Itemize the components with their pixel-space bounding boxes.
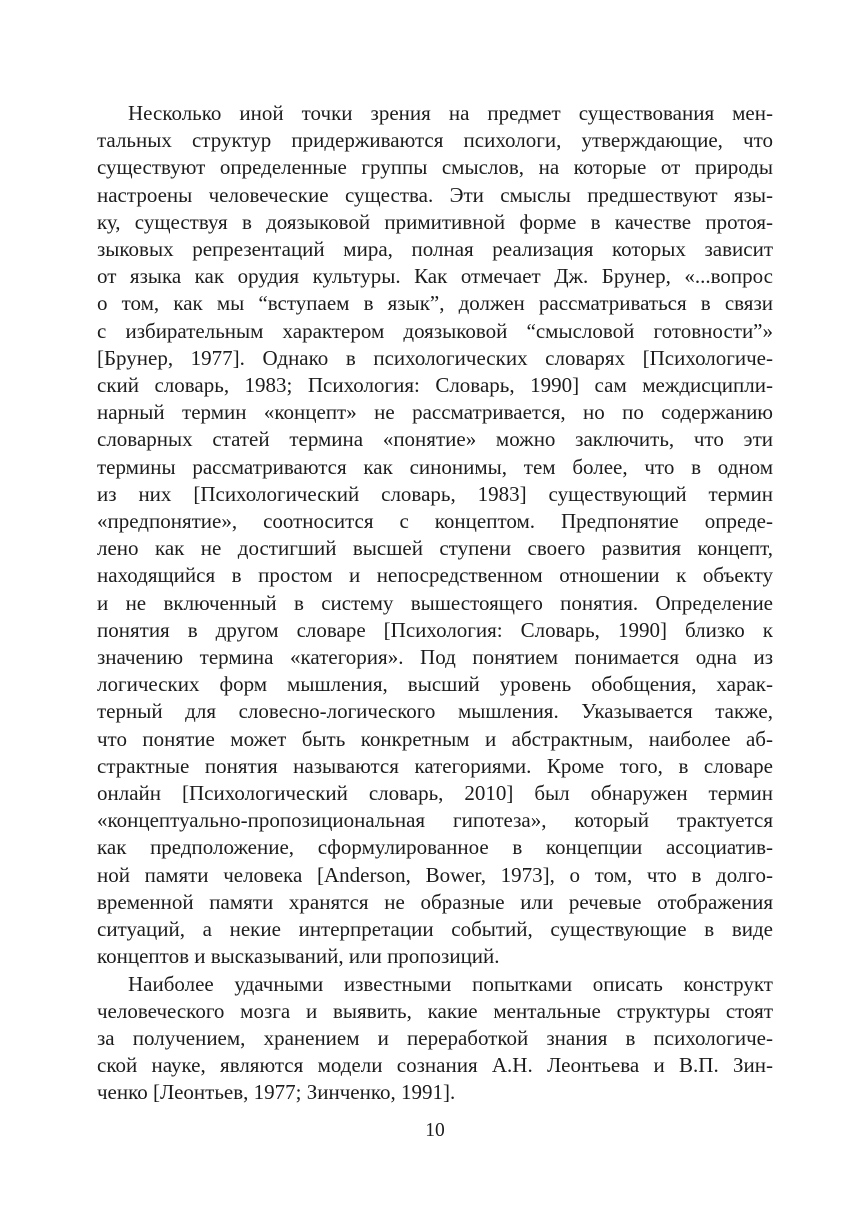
text-line: ситуаций, а некие интерпретации событий, существующие в виде	[97, 917, 773, 942]
text-line: ченко [Леонтьев, 1977; Зинченко, 1991].	[97, 1080, 456, 1105]
text-line: словарных статей термина «понятие» можно заключить, что эти	[97, 427, 773, 452]
text-line: ной памяти человека [Anderson, Bower, 1973], о том, что в долго-	[97, 862, 773, 887]
text-line: настроены человеческие существа. Эти смыслы предшествуют язы-	[97, 182, 773, 207]
text-line: и не включенный в систему вышестоящего понятия. Определение	[97, 590, 773, 615]
text-line: с избирательным характером доязыковой “смысловой готовности”»	[97, 318, 773, 343]
text-line: из них [Психологический словарь, 1983] существующий термин	[97, 481, 773, 506]
text-line: тальных структур придерживаются психологи, утверждающие, что	[97, 128, 773, 153]
text-column	[97, 100, 773, 1107]
text-line: [Брунер, 1977]. Однако в психологических словарях [Психологиче-	[97, 345, 773, 370]
text-line: временной памяти хранятся не образные или речевые отображения	[97, 889, 773, 914]
text-line: термины рассматриваются как синонимы, тем более, что в одном	[97, 454, 773, 479]
text-line: логических форм мышления, высший уровень обобщения, харак-	[97, 672, 773, 697]
text-line: человеческого мозга и выявить, какие ментальные структуры стоят	[97, 998, 773, 1023]
text-line: терный для словесно-логического мышления. Указывается также,	[97, 699, 773, 724]
text-line: ский словарь, 1983; Психология: Словарь, 1990] сам междисципли-	[97, 373, 773, 398]
text-line: существуют определенные группы смыслов, на которые от природы	[97, 155, 773, 180]
text-line: страктные понятия называются категориями. Кроме того, в словаре	[97, 753, 773, 778]
text-line: понятия в другом словаре [Психология: Словарь, 1990] близко к	[97, 617, 773, 642]
text-line: лено как не достигший высшей ступени своего развития концепт,	[97, 536, 773, 561]
text-line: Наиболее удачными известными попытками описать конструкт	[128, 971, 773, 996]
text-line: «концептуально-пропозициональная гипотеза», который трактуется	[97, 808, 773, 833]
text-line: Несколько иной точки зрения на предмет существования мен-	[128, 101, 773, 125]
text-line: нарный термин «концепт» не рассматривается, но по содержанию	[97, 400, 773, 425]
text-line: что понятие может быть конкретным и абстрактным, наиболее аб-	[97, 726, 773, 751]
text-line: зыковых репрезентаций мира, полная реализация которых зависит	[97, 237, 773, 262]
page-number: 10	[425, 1120, 445, 1141]
text-line: значению термина «категория». Под понятием понимается одна из	[97, 645, 773, 670]
text-line: о том, как мы “вступаем в язык”, должен рассматриваться в связи	[97, 291, 773, 316]
text-line: ской науке, являются модели сознания А.Н. Леонтьева и В.П. Зин-	[97, 1053, 773, 1078]
text-line: онлайн [Психологический словарь, 2010] был обнаружен термин	[97, 781, 773, 806]
text-line: концептов и высказываний, или пропозиций.	[97, 944, 500, 969]
text-line: ку, существуя в доязыковой примитивной форме в качестве протоя-	[97, 209, 773, 234]
text-line: от языка как орудия культуры. Как отмечает Дж. Брунер, «...вопрос	[97, 264, 773, 289]
text-line: «предпонятие», соотносится с концептом. Предпонятие опреде-	[97, 509, 773, 534]
text-line: за получением, хранением и переработкой знания в психологиче-	[97, 1025, 773, 1050]
text-line: находящийся в простом и непосредственном отношении к объекту	[97, 563, 773, 588]
text-line: как предположение, сформулированное в концепции ассоциатив-	[97, 835, 773, 860]
